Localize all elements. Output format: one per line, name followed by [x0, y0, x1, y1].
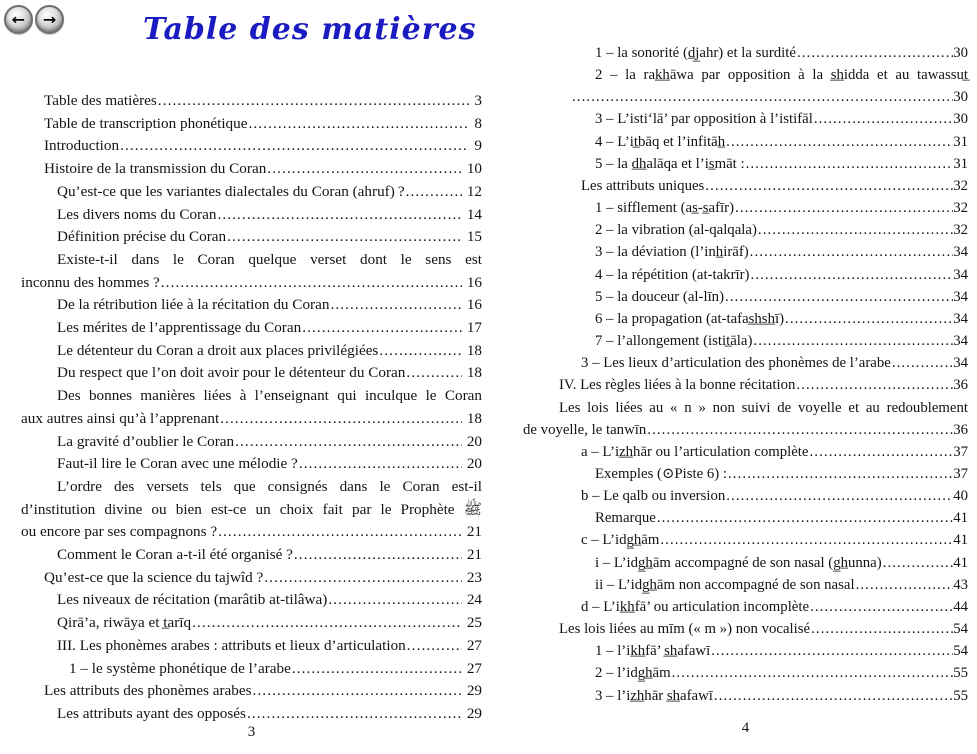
toc-entry-last-line	[523, 574, 968, 596]
toc-entry-last-line	[523, 618, 968, 640]
toc-left-page	[21, 90, 482, 726]
dot-leader	[219, 408, 462, 431]
toc-page-ref: 41	[953, 510, 968, 527]
toc-entry[interactable]	[21, 680, 482, 703]
toc-entry-text: Faut-il lire le Coran avec une mélodie ?	[57, 455, 298, 473]
toc-entry-text: Les niveaux de récitation (marâtib at-tilâwa)	[57, 591, 328, 609]
toc-entry[interactable]	[523, 108, 968, 130]
dot-leader	[378, 340, 461, 363]
toc-entry-last-line	[21, 567, 482, 590]
toc-entry-text: aux autres ainsi qu’à l’apprenant	[21, 409, 220, 427]
dot-leader	[405, 362, 461, 385]
dot-leader	[247, 113, 469, 136]
toc-page-ref: 41	[953, 532, 968, 549]
toc-entry-text: Les mérites de l’apprentissage du Coran	[57, 319, 302, 337]
toc-entry-last-line	[21, 408, 482, 431]
toc-entry-text: 1 – la sonorité (d̲j̲ahr) et la surdité	[595, 45, 796, 61]
toc-page-ref: 34	[953, 310, 968, 327]
nav-buttons	[4, 5, 64, 34]
toc-entry-text: 1 – le système phonétique de l’arabe	[69, 659, 291, 677]
toc-page-ref: 16	[466, 296, 482, 314]
toc-entry-text: 6 – la propagation (at-tafas̲h̲s̲h̲ī)	[595, 310, 785, 327]
toc-entry-last-line	[523, 197, 968, 219]
toc-entry-last-line	[21, 340, 482, 363]
dot-leader	[157, 90, 470, 113]
toc-page-ref: 30	[953, 89, 968, 106]
toc-entry[interactable]	[21, 703, 482, 726]
dot-leader	[571, 86, 953, 108]
dot-leader	[809, 596, 953, 618]
toc-page-ref: 54	[953, 621, 968, 638]
toc-entry-last-line	[523, 552, 968, 574]
toc-entry[interactable]	[523, 374, 968, 396]
toc-entry[interactable]	[21, 658, 482, 681]
toc-entry-text: Les attributs ayant des opposés	[57, 704, 246, 722]
dot-leader	[855, 574, 954, 596]
toc-page-ref: 32	[953, 222, 968, 239]
toc-entry-last-line	[523, 219, 968, 241]
toc-page-ref: 29	[466, 704, 482, 722]
toc-entry-last-line	[21, 204, 482, 227]
toc-entry-text: inconnu des hommes ?	[21, 273, 160, 291]
toc-entry-last-line	[21, 431, 482, 454]
toc-entry-text: 2 – la vibration (al-qalqala)	[595, 222, 757, 239]
toc-entry-line: Les lois liées au « n » non suivi de voyelle et au redoublement	[559, 399, 968, 416]
toc-entry-text: Les attributs des phonèmes arabes	[44, 682, 252, 700]
left-page-number: 3	[247, 724, 256, 740]
toc-entry-text: 3 – l’iz̲h̲hār s̲h̲afawī	[595, 687, 713, 704]
toc-entry-line: Des bonnes manières liées à l’enseignant qui inculque le Coran	[57, 387, 482, 405]
toc-entry-text: de voyelle, le tanwīn	[523, 421, 647, 438]
toc-entry-last-line	[21, 635, 482, 658]
toc-entry-line: d’institution divine ou bien est-ce un choix fait par le Prophète ﷺ	[21, 500, 482, 518]
dot-leader	[406, 635, 462, 658]
toc-entry-last-line	[523, 374, 968, 396]
toc-entry-text: 3 – L’isti‘lā’ par opposition à l’istifāl	[595, 111, 813, 128]
toc-entry-text: 7 – l’allongement (istit̲āla)	[595, 333, 753, 350]
toc-entry-text: Qirā’a, riwāya et t̲arīq	[57, 614, 192, 632]
toc-entry-text: c – L’idg̲h̲ām	[581, 532, 660, 549]
toc-entry[interactable]	[523, 640, 968, 662]
toc-entry-text: De la rétribution liée à la récitation du Coran	[57, 296, 330, 314]
toc-entry-text: Définition précise du Coran	[57, 228, 227, 246]
toc-page-ref: 16	[466, 273, 482, 291]
toc-page-ref: 44	[953, 598, 968, 615]
toc-entry-last-line	[523, 42, 968, 64]
toc-entry[interactable]	[21, 431, 482, 454]
toc-entry-text: 3 – la déviation (l’inh̲irāf)	[595, 244, 749, 261]
toc-entry[interactable]	[523, 685, 968, 707]
dot-leader	[795, 374, 953, 396]
toc-entry-text: Exemples (⊙Piste 6) :	[595, 465, 727, 482]
toc-entry-text: a – L’iz̲h̲hār ou l’articulation complète	[581, 443, 809, 460]
toc-entry[interactable]	[523, 352, 968, 374]
dot-leader	[752, 330, 953, 352]
dot-leader	[252, 680, 462, 703]
toc-entry-last-line	[523, 86, 968, 108]
dot-leader	[160, 272, 462, 295]
dot-leader	[784, 308, 953, 330]
dot-leader	[727, 463, 953, 485]
toc-entry[interactable]	[21, 340, 482, 363]
toc-entry-last-line	[523, 596, 968, 618]
toc-entry-last-line	[523, 640, 968, 662]
toc-entry-last-line	[21, 453, 482, 476]
toc-entry-last-line	[523, 529, 968, 551]
toc-entry-last-line	[21, 544, 482, 567]
toc-entry-line: L’ordre des versets tels que consignés dans le Coran est-il	[57, 477, 482, 495]
toc-entry-last-line	[523, 463, 968, 485]
toc-entry-line: 2 – la rak̲h̲āwa par opposition à la s̲h̲idda et au tawassut̲	[595, 67, 968, 84]
toc-entry-line: Existe-t-il dans le Coran quelque verset dont le sens est	[57, 250, 482, 268]
toc-page-ref: 27	[466, 636, 482, 654]
dot-leader	[656, 507, 953, 529]
toc-entry[interactable]	[523, 175, 968, 197]
toc-entry[interactable]	[21, 181, 482, 204]
dot-leader	[191, 612, 462, 635]
toc-entry[interactable]	[523, 574, 968, 596]
toc-entry[interactable]	[523, 64, 968, 108]
toc-entry-last-line	[523, 241, 968, 263]
toc-entry[interactable]	[21, 589, 482, 612]
dot-leader	[301, 317, 462, 340]
toc-entry[interactable]	[21, 476, 482, 544]
toc-entry-last-line	[21, 294, 482, 317]
toc-page-ref: 3	[474, 92, 482, 109]
dot-leader	[725, 485, 953, 507]
toc-entry[interactable]	[21, 113, 482, 136]
toc-page-ref: 20	[466, 455, 482, 473]
toc-entry-text: Le détenteur du Coran a droit aux places privilégiées	[57, 341, 379, 359]
toc-entry[interactable]	[21, 158, 482, 181]
toc-entry-text: Remarque	[595, 510, 656, 527]
toc-page-ref: 31	[953, 155, 968, 172]
dot-leader	[749, 264, 953, 286]
toc-entry[interactable]	[523, 463, 968, 485]
toc-page-ref: 18	[466, 409, 482, 427]
toc-page-ref: 41	[953, 554, 968, 571]
toc-page-ref: 34	[953, 333, 968, 350]
dot-leader	[810, 618, 953, 640]
toc-entry-last-line	[523, 308, 968, 330]
toc-page-ref: 15	[466, 228, 482, 246]
toc-page-ref: 43	[953, 576, 968, 593]
toc-page-ref: 24	[466, 591, 482, 609]
toc-entry-last-line	[21, 589, 482, 612]
toc-entry[interactable]	[523, 219, 968, 241]
toc-entry[interactable]	[523, 241, 968, 263]
toc-page-ref: 12	[466, 182, 482, 200]
dot-leader	[757, 219, 953, 241]
toc-entry-last-line	[21, 362, 482, 385]
toc-page-ref: 18	[466, 341, 482, 359]
toc-page-ref: 10	[466, 160, 482, 178]
dot-leader	[291, 658, 462, 681]
dot-leader	[234, 431, 462, 454]
toc-entry[interactable]	[21, 453, 482, 476]
toc-entry-text: Table de transcription phonétique	[44, 114, 248, 132]
toc-entry[interactable]	[523, 552, 968, 574]
toc-page-ref: 30	[953, 111, 968, 128]
toc-entry[interactable]	[523, 529, 968, 551]
toc-entry[interactable]	[21, 612, 482, 635]
toc-entry[interactable]	[523, 596, 968, 618]
dot-leader	[713, 685, 953, 707]
toc-entry-last-line	[523, 175, 968, 197]
back-arrow-icon: ←	[11, 10, 26, 28]
toc-entry-last-line	[523, 286, 968, 308]
toc-entry-text: Comment le Coran a-t-il été organisé ?	[57, 546, 293, 564]
dot-leader	[891, 352, 953, 374]
dot-leader	[646, 419, 953, 441]
toc-entry-last-line	[21, 680, 482, 703]
toc-entry[interactable]	[523, 197, 968, 219]
toc-page-ref: 27	[466, 659, 482, 677]
dot-leader	[710, 640, 953, 662]
dot-leader	[882, 552, 954, 574]
toc-entry-text: ii – L’idg̲h̲ām non accompagné de son nasal	[595, 576, 855, 593]
toc-entry[interactable]	[21, 544, 482, 567]
dot-leader	[246, 703, 462, 726]
toc-entry-last-line	[21, 658, 482, 681]
toc-entry-last-line	[21, 612, 482, 635]
dot-leader	[809, 441, 954, 463]
back-button[interactable]	[4, 5, 33, 34]
forward-button[interactable]	[35, 5, 64, 34]
dot-leader	[298, 453, 462, 476]
toc-right-page	[523, 42, 968, 707]
dot-leader	[745, 153, 954, 175]
toc-page-ref: 32	[953, 200, 968, 217]
toc-entry-text: 5 – la douceur (al-līn)	[595, 288, 725, 305]
toc-page-ref: 36	[953, 421, 968, 438]
toc-entry-last-line	[523, 419, 968, 441]
toc-entry-text: IV. Les règles liées à la bonne récitation	[559, 377, 796, 394]
dot-leader	[704, 175, 953, 197]
toc-entry[interactable]	[21, 294, 482, 317]
toc-page-ref: 18	[466, 364, 482, 382]
toc-entry-last-line	[523, 108, 968, 130]
dot-leader	[405, 181, 462, 204]
toc-entry-text: Les attributs uniques	[581, 177, 705, 194]
toc-entry[interactable]	[21, 317, 482, 340]
toc-entry[interactable]	[523, 286, 968, 308]
toc-entry[interactable]	[523, 441, 968, 463]
toc-page-ref: 34	[953, 266, 968, 283]
toc-entry[interactable]	[21, 249, 482, 294]
toc-page-ref: 32	[953, 177, 968, 194]
toc-entry-text: 3 – Les lieux d’articulation des phonèmes de l’arabe	[581, 355, 891, 372]
toc-entry[interactable]	[523, 264, 968, 286]
toc-page-ref: 21	[466, 546, 482, 564]
toc-entry-last-line	[21, 317, 482, 340]
toc-entry[interactable]	[21, 567, 482, 590]
toc-entry-text: 4 – la répétition (at-takrīr)	[595, 266, 750, 283]
toc-entry-text: Qu’est-ce que la science du tajwîd ?	[44, 568, 264, 586]
toc-entry-last-line	[21, 703, 482, 726]
toc-page-ref: 8	[474, 114, 482, 132]
toc-entry-last-line	[523, 507, 968, 529]
toc-page-ref: 54	[953, 643, 968, 660]
toc-entry[interactable]	[523, 153, 968, 175]
toc-entry-text: Les divers noms du Coran	[57, 205, 217, 223]
toc-entry-text: 4 – L’it̲bāq et l’infitāh̲	[595, 133, 726, 150]
toc-page-ref: 29	[466, 682, 482, 700]
toc-page-ref: 34	[953, 244, 968, 261]
toc-entry-last-line	[21, 521, 482, 544]
toc-page-ref: 37	[953, 443, 968, 460]
toc-entry-last-line	[523, 153, 968, 175]
toc-entry-last-line	[523, 662, 968, 684]
dot-leader	[216, 204, 461, 227]
toc-entry-text: d – L’ik̲h̲fā’ ou articulation incomplète	[581, 598, 810, 615]
toc-entry[interactable]	[523, 485, 968, 507]
toc-entry-text: 5 – la d̲h̲alāqa et l’is̲māt :	[595, 155, 745, 172]
dot-leader	[329, 294, 461, 317]
toc-entry-last-line	[523, 131, 968, 153]
toc-entry-last-line	[523, 485, 968, 507]
dot-leader	[796, 42, 953, 64]
toc-entry-last-line	[523, 441, 968, 463]
page-title: Table des matières	[143, 12, 477, 47]
toc-entry[interactable]	[21, 226, 482, 249]
toc-page-ref: 25	[466, 614, 482, 632]
toc-entry[interactable]	[523, 618, 968, 640]
toc-entry-text: Du respect que l’on doit avoir pour le détenteur du Coran	[57, 364, 406, 382]
toc-entry-last-line	[523, 330, 968, 352]
toc-entry-text: Histoire de la transmission du Coran	[44, 160, 267, 178]
toc-page-ref: 20	[466, 432, 482, 450]
dot-leader	[266, 158, 462, 181]
toc-entry-last-line	[523, 264, 968, 286]
toc-page-ref: 34	[953, 355, 968, 372]
toc-page-ref: 55	[953, 665, 968, 682]
toc-entry-text: Table des matières	[44, 92, 157, 109]
toc-entry-last-line	[21, 272, 482, 295]
toc-page-ref: 34	[953, 288, 968, 305]
toc-entry[interactable]	[21, 385, 482, 430]
toc-page-ref: 30	[953, 45, 968, 61]
right-page-number: 4	[741, 720, 750, 736]
toc-entry-text: b – Le qalb ou inversion	[581, 488, 726, 505]
toc-page-ref: 55	[953, 687, 968, 704]
toc-page-ref: 31	[953, 133, 968, 150]
toc-entry-text: i – L’idg̲h̲ām accompagné de son nasal (g̲h̲unna)	[595, 554, 882, 571]
toc-page-ref: 9	[474, 137, 482, 155]
toc-entry[interactable]	[523, 330, 968, 352]
toc-entry-text: 1 – sifflement (as̲-s̲afīr)	[595, 200, 735, 217]
dot-leader	[724, 286, 953, 308]
dot-leader	[734, 197, 953, 219]
dot-leader	[293, 544, 462, 567]
toc-entry-text: ou encore par ses compagnons ?	[21, 523, 218, 541]
toc-page-ref: 37	[953, 465, 968, 482]
toc-page-ref: 17	[466, 319, 482, 337]
forward-arrow-icon: →	[42, 10, 57, 28]
toc-entry-last-line	[523, 352, 968, 374]
toc-entry[interactable]	[21, 204, 482, 227]
toc-entry-text: Qu’est-ce que les variantes dialectales du Coran (ahruf) ?	[57, 182, 405, 200]
dot-leader	[813, 108, 953, 130]
dot-leader	[659, 529, 953, 551]
toc-entry-last-line	[21, 90, 482, 113]
toc-page-ref: 40	[953, 488, 968, 505]
dot-leader	[217, 521, 462, 544]
toc-entry[interactable]	[523, 131, 968, 153]
toc-entry[interactable]	[21, 135, 482, 158]
toc-page-ref: 14	[466, 205, 482, 223]
toc-entry[interactable]	[523, 397, 968, 441]
dot-leader	[749, 241, 954, 263]
toc-entry-text: Introduction	[44, 137, 120, 155]
toc-entry[interactable]	[21, 362, 482, 385]
toc-entry[interactable]	[523, 308, 968, 330]
toc-entry-text: 1 – l’ik̲h̲fā’ s̲h̲afawī	[595, 643, 711, 660]
toc-entry-last-line	[523, 685, 968, 707]
toc-entry-text: Les lois liées au mīm (« m ») non vocalisé	[559, 621, 811, 638]
dot-leader	[226, 226, 462, 249]
dot-leader	[119, 135, 469, 158]
toc-entry[interactable]	[523, 507, 968, 529]
toc-page-ref: 21	[466, 523, 482, 541]
toc-entry[interactable]	[523, 42, 968, 64]
toc-entry-last-line	[21, 226, 482, 249]
toc-entry-text: La gravité d’oublier le Coran	[57, 432, 235, 450]
toc-page-ref: 36	[953, 377, 968, 394]
dot-leader	[725, 131, 953, 153]
toc-page-ref: 23	[466, 568, 482, 586]
toc-entry[interactable]	[21, 635, 482, 658]
toc-entry[interactable]	[523, 662, 968, 684]
toc-entry-last-line	[21, 158, 482, 181]
toc-entry-text: III. Les phonèmes arabes : attributs et lieux d’articulation	[57, 636, 406, 654]
toc-entry-last-line	[21, 181, 482, 204]
dot-leader	[263, 567, 462, 590]
toc-entry[interactable]	[21, 90, 482, 113]
dot-leader	[327, 589, 462, 612]
toc-entry-last-line	[21, 113, 482, 136]
toc-entry-text: 2 – l’idg̲h̲ām	[595, 665, 671, 682]
toc-entry-last-line	[21, 135, 482, 158]
dot-leader	[671, 662, 954, 684]
